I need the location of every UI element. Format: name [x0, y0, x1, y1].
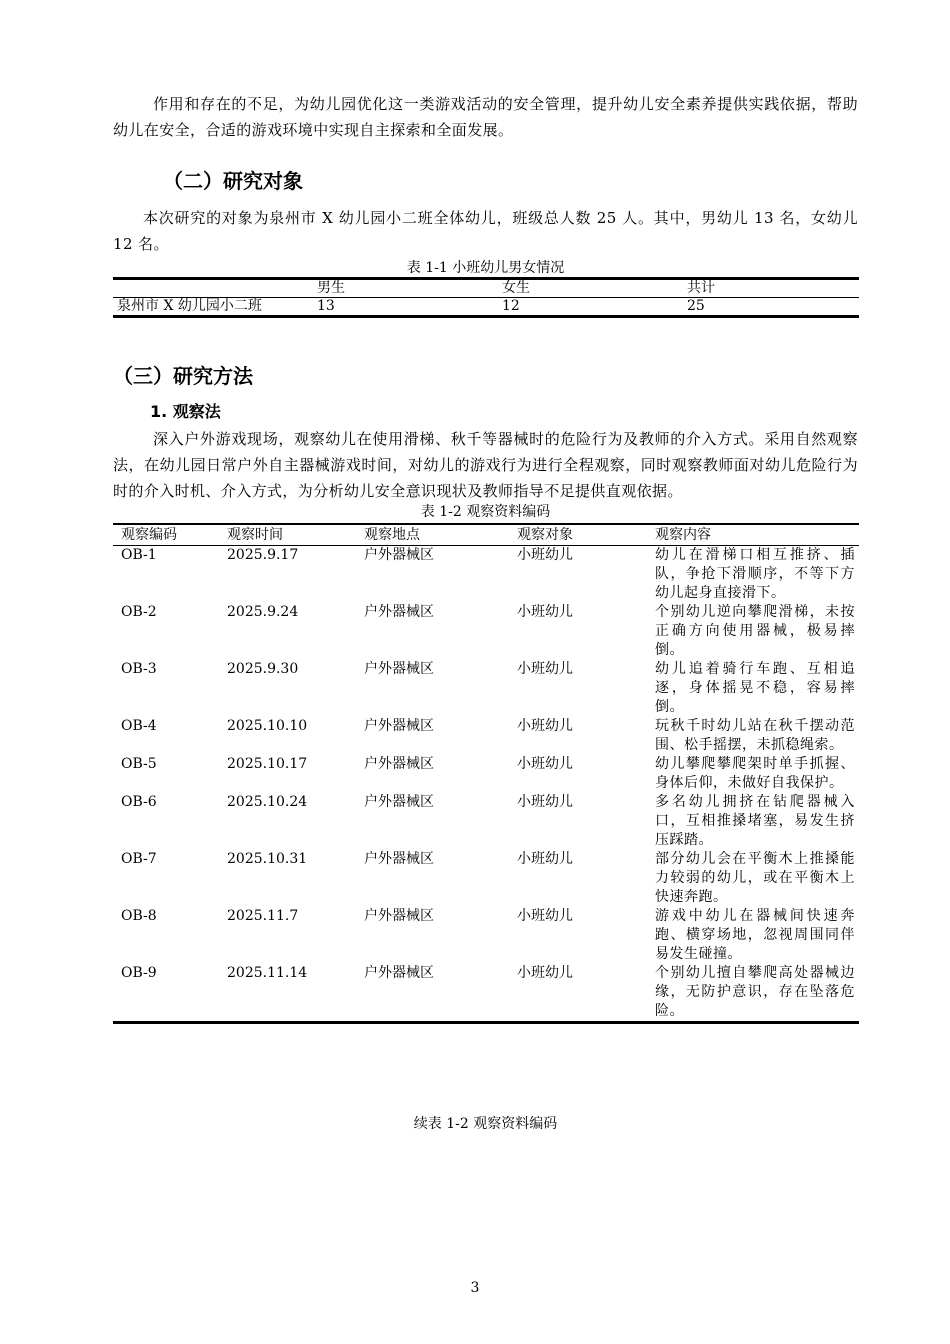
table2-row: [113, 660, 859, 717]
table1-cell: 25: [687, 298, 705, 314]
observation-subject: 小班幼儿: [517, 965, 573, 981]
observation-content: 个别幼儿擅自攀爬高处器械边缘，无防护意识，存在坠落危险。: [655, 965, 855, 1019]
observation-content: 个别幼儿逆向攀爬滑梯，未按正确方向使用器械，极易摔倒。: [655, 604, 855, 658]
table1-cell: 泉州市 X 幼儿园小二班: [117, 298, 262, 314]
observation-code: OB-2: [121, 604, 157, 620]
table2-header-cell: 观察编码: [113, 524, 219, 546]
observation-code: OB-8: [121, 908, 157, 924]
observation-subject: 小班幼儿: [517, 718, 573, 734]
observation-location: 户外器械区: [364, 756, 434, 772]
observation-subject: 小班幼儿: [517, 756, 573, 772]
observation-location: 户外器械区: [364, 718, 434, 734]
observation-subject: 小班幼儿: [517, 547, 573, 563]
table1-header-cell: 男生: [313, 279, 498, 298]
section2-body: 本次研究的对象为泉州市 X 幼儿园小二班全体幼儿，班级总人数 25 人。其中，男幼儿 13 名，女幼儿 12 名。: [113, 209, 858, 253]
page-number: 3: [470, 1280, 480, 1296]
method1-body: 深入户外游戏现场，观察幼儿在使用滑梯、秋千等器械时的危险行为及教师的介入方式。采用自然观察法，在幼儿园日常户外自主器械游戏时间，对幼儿的游戏行为进行全程观察，同时观察教师面对幼儿危险行为时的介入时机、介入方式，为分析幼儿安全意识现状及教师指导不足提供直观依据。: [113, 430, 858, 500]
table1-cell: 13: [317, 298, 335, 314]
observation-date: 2025.10.10: [227, 718, 308, 734]
table1-header-cell: [113, 279, 313, 298]
table2-row: [113, 964, 859, 1023]
table2-row: [113, 793, 859, 850]
observation-location: 户外器械区: [364, 851, 434, 867]
observation-content: 部分幼儿会在平衡木上推搡能力较弱的幼儿，或在平衡木上快速奔跑。: [655, 851, 855, 905]
table2-header-cell: 观察内容: [647, 524, 859, 546]
observation-location: 户外器械区: [364, 604, 434, 620]
section3-heading: （三）研究方法: [113, 364, 253, 388]
table2-header-cell: 观察对象: [509, 524, 647, 546]
observation-code: OB-1: [121, 547, 157, 563]
observation-content: 幼儿攀爬攀爬架时单手抓握、身体后仰，未做好自我保护。: [655, 756, 855, 791]
method1-heading: 1. 观察法: [150, 402, 221, 421]
observation-date: 2025.11.14: [227, 965, 308, 981]
observation-date: 2025.10.24: [227, 794, 308, 810]
observation-location: 户外器械区: [364, 794, 434, 810]
table2-row: [113, 850, 859, 907]
table2-row: [113, 603, 859, 660]
table1-header-cell: 共计: [683, 279, 859, 298]
table2-header-row: [113, 524, 859, 546]
observation-date: 2025.11.7: [227, 908, 299, 924]
observation-subject: 小班幼儿: [517, 604, 573, 620]
observation-content: 游戏中幼儿在器械间快速奔跑、横穿场地，忽视周围同伴易发生碰撞。: [655, 908, 855, 962]
intro-continuation-paragraph: 作用和存在的不足，为幼儿园优化这一类游戏活动的安全管理，提升幼儿安全素养提供实践依据，帮助幼儿在安全，合适的游戏环境中实现自主探索和全面发展。: [113, 95, 858, 139]
table2: [113, 523, 859, 1024]
observation-date: 2025.9.17: [227, 547, 299, 563]
table2-continued-caption: 续表 1-2 观察资料编码: [413, 1116, 558, 1132]
table1-caption: 表 1-1 小班幼儿男女情况: [406, 260, 565, 276]
observation-subject: 小班幼儿: [517, 908, 573, 924]
observation-location: 户外器械区: [364, 547, 434, 563]
observation-subject: 小班幼儿: [517, 794, 573, 810]
observation-code: OB-7: [121, 851, 157, 867]
observation-code: OB-3: [121, 661, 157, 677]
observation-date: 2025.10.17: [227, 756, 308, 772]
observation-content: 多名幼儿拥挤在钻爬器械入口，互相推搡堵塞，易发生挤压踩踏。: [655, 794, 855, 848]
observation-code: OB-6: [121, 794, 157, 810]
table2-header-cell: 观察地点: [356, 524, 509, 546]
observation-content: 幼儿追着骑行车跑、互相追逐，身体摇晃不稳，容易摔倒。: [655, 661, 855, 715]
observation-date: 2025.9.30: [227, 661, 299, 677]
table2-header-cell: 观察时间: [219, 524, 356, 546]
table2-row: [113, 546, 859, 604]
table2-row: [113, 755, 859, 793]
table2-caption: 表 1-2 观察资料编码: [420, 504, 551, 520]
observation-code: OB-9: [121, 965, 157, 981]
table2-row: [113, 717, 859, 755]
observation-location: 户外器械区: [364, 908, 434, 924]
table1-cell: 12: [502, 298, 520, 314]
section2-heading: （二）研究对象: [163, 169, 303, 193]
observation-content: 幼儿在滑梯口相互推挤、插队，争抢下滑顺序，不等下方幼儿起身直接滑下。: [655, 547, 855, 601]
table1-row: [113, 298, 859, 317]
observation-date: 2025.10.31: [227, 851, 308, 867]
observation-content: 玩秋千时幼儿站在秋千摆动范围、松手摇摆，未抓稳绳索。: [655, 718, 855, 753]
observation-subject: 小班幼儿: [517, 661, 573, 677]
table2-row: [113, 907, 859, 964]
observation-subject: 小班幼儿: [517, 851, 573, 867]
observation-code: OB-5: [121, 756, 157, 772]
observation-location: 户外器械区: [364, 661, 434, 677]
observation-date: 2025.9.24: [227, 604, 299, 620]
table1-header-row: [113, 279, 859, 298]
table1-header-cell: 女生: [498, 279, 683, 298]
observation-location: 户外器械区: [364, 965, 434, 981]
observation-code: OB-4: [121, 718, 157, 734]
table1: [113, 277, 859, 318]
